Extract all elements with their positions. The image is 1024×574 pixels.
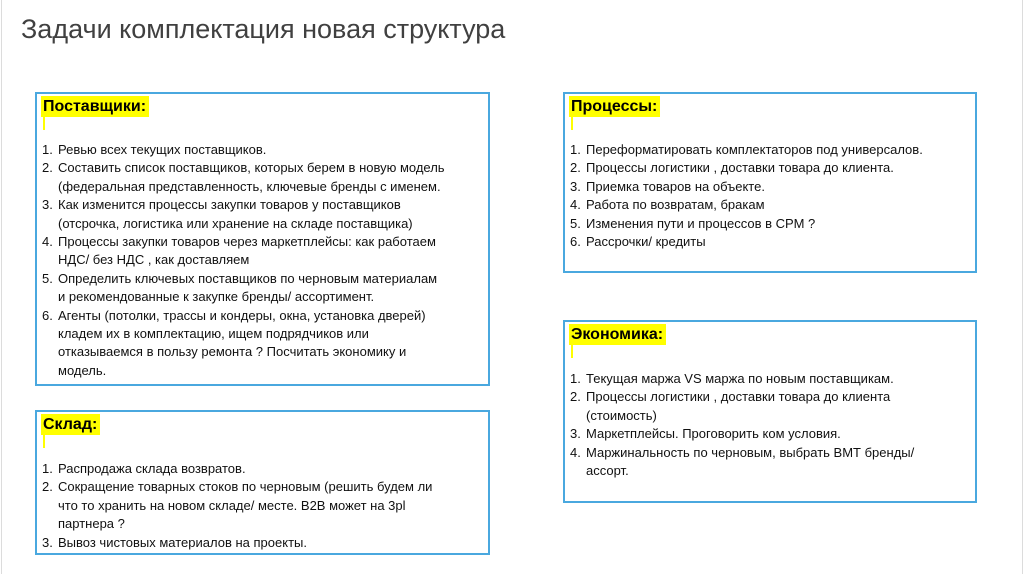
- list-item: 4. Работа по возвратам, бракам: [570, 197, 765, 213]
- economics-heading: Экономика:: [569, 324, 666, 345]
- list-item: 3. Маркетплейсы. Проговорить ком условия.: [570, 426, 841, 442]
- slide-left-border: [1, 0, 2, 574]
- economics-list: [570, 370, 914, 480]
- list-item: 3. Приемка товаров на объекте.: [570, 178, 765, 194]
- heading-highlight-tail: [43, 117, 45, 130]
- suppliers-heading-wrap: [41, 96, 149, 130]
- list-item: 2. Процессы логистики , доставки товара до клиента.: [570, 160, 894, 176]
- list-item: 1. Ревью всех текущих поставщиков.: [42, 142, 267, 157]
- economics-box: [563, 320, 977, 503]
- page-title: Задачи комплектация новая структура: [21, 14, 506, 44]
- warehouse-list: [42, 460, 432, 552]
- list-item: 4. Маржинальность по черновым, выбрать ВМТ бренды/ ассорт.: [570, 444, 915, 479]
- list-item: 6. Рассрочки/ кредиты: [570, 234, 706, 250]
- processes-list: [570, 141, 923, 251]
- list-item: 4. Процессы закупки товаров через маркетплейсы: как работаем НДС/ без НДС , как доставляем: [42, 234, 436, 268]
- warehouse-heading-wrap: [41, 414, 100, 448]
- list-item: 5. Изменения пути и процессов в СРМ ?: [570, 215, 816, 231]
- suppliers-box: [35, 92, 490, 386]
- warehouse-heading: Склад:: [41, 414, 100, 435]
- list-item: 5. Определить ключевых поставщиков по черновым материалам и рекомендованные к закупке бренды/ ассортимент.: [42, 270, 438, 305]
- suppliers-list: [42, 141, 445, 380]
- list-item: 1. Переформатировать комплектаторов под универсалов.: [570, 142, 923, 157]
- processes-box: [563, 92, 977, 273]
- processes-heading-wrap: [569, 96, 660, 130]
- list-item: 2. Процессы логистики , доставки товара до клиента (стоимость): [570, 389, 891, 423]
- economics-heading-wrap: [569, 324, 666, 358]
- list-item: 1. Распродажа склада возвратов.: [42, 461, 246, 476]
- suppliers-heading: Поставщики:: [41, 96, 149, 117]
- list-item: 2. Составить список поставщиков, которых берем в новую модель (федеральная представленность, ключевые бренды с именем.: [42, 160, 445, 194]
- list-item: 1. Текущая маржа VS маржа по новым поставщикам.: [570, 371, 894, 386]
- list-item: 6. Агенты (потолки, трассы и кондеры, окна, установка дверей) кладем их в комплектацию, ищем подрядчиков или отказываемся в пользу ремонта ? Посчитать экономику и модель.: [42, 307, 426, 378]
- list-item: 3. Вывоз чистовых материалов на проекты.: [42, 534, 307, 550]
- list-item: 2. Сокращение товарных стоков по черновым (решить будем ли что то хранить на новом складе/ месте. B2B может на 3pl партнера ?: [42, 479, 433, 532]
- warehouse-box: [35, 410, 490, 555]
- heading-highlight-tail: [571, 345, 573, 358]
- heading-highlight-tail: [571, 117, 573, 130]
- heading-highlight-tail: [43, 435, 45, 448]
- processes-heading: Процессы:: [569, 96, 660, 117]
- slide-right-border: [1022, 0, 1023, 574]
- list-item: 3. Как изменится процессы закупки товаров у поставщиков (отсрочка, логистика или хранение на складе поставщика): [42, 197, 413, 231]
